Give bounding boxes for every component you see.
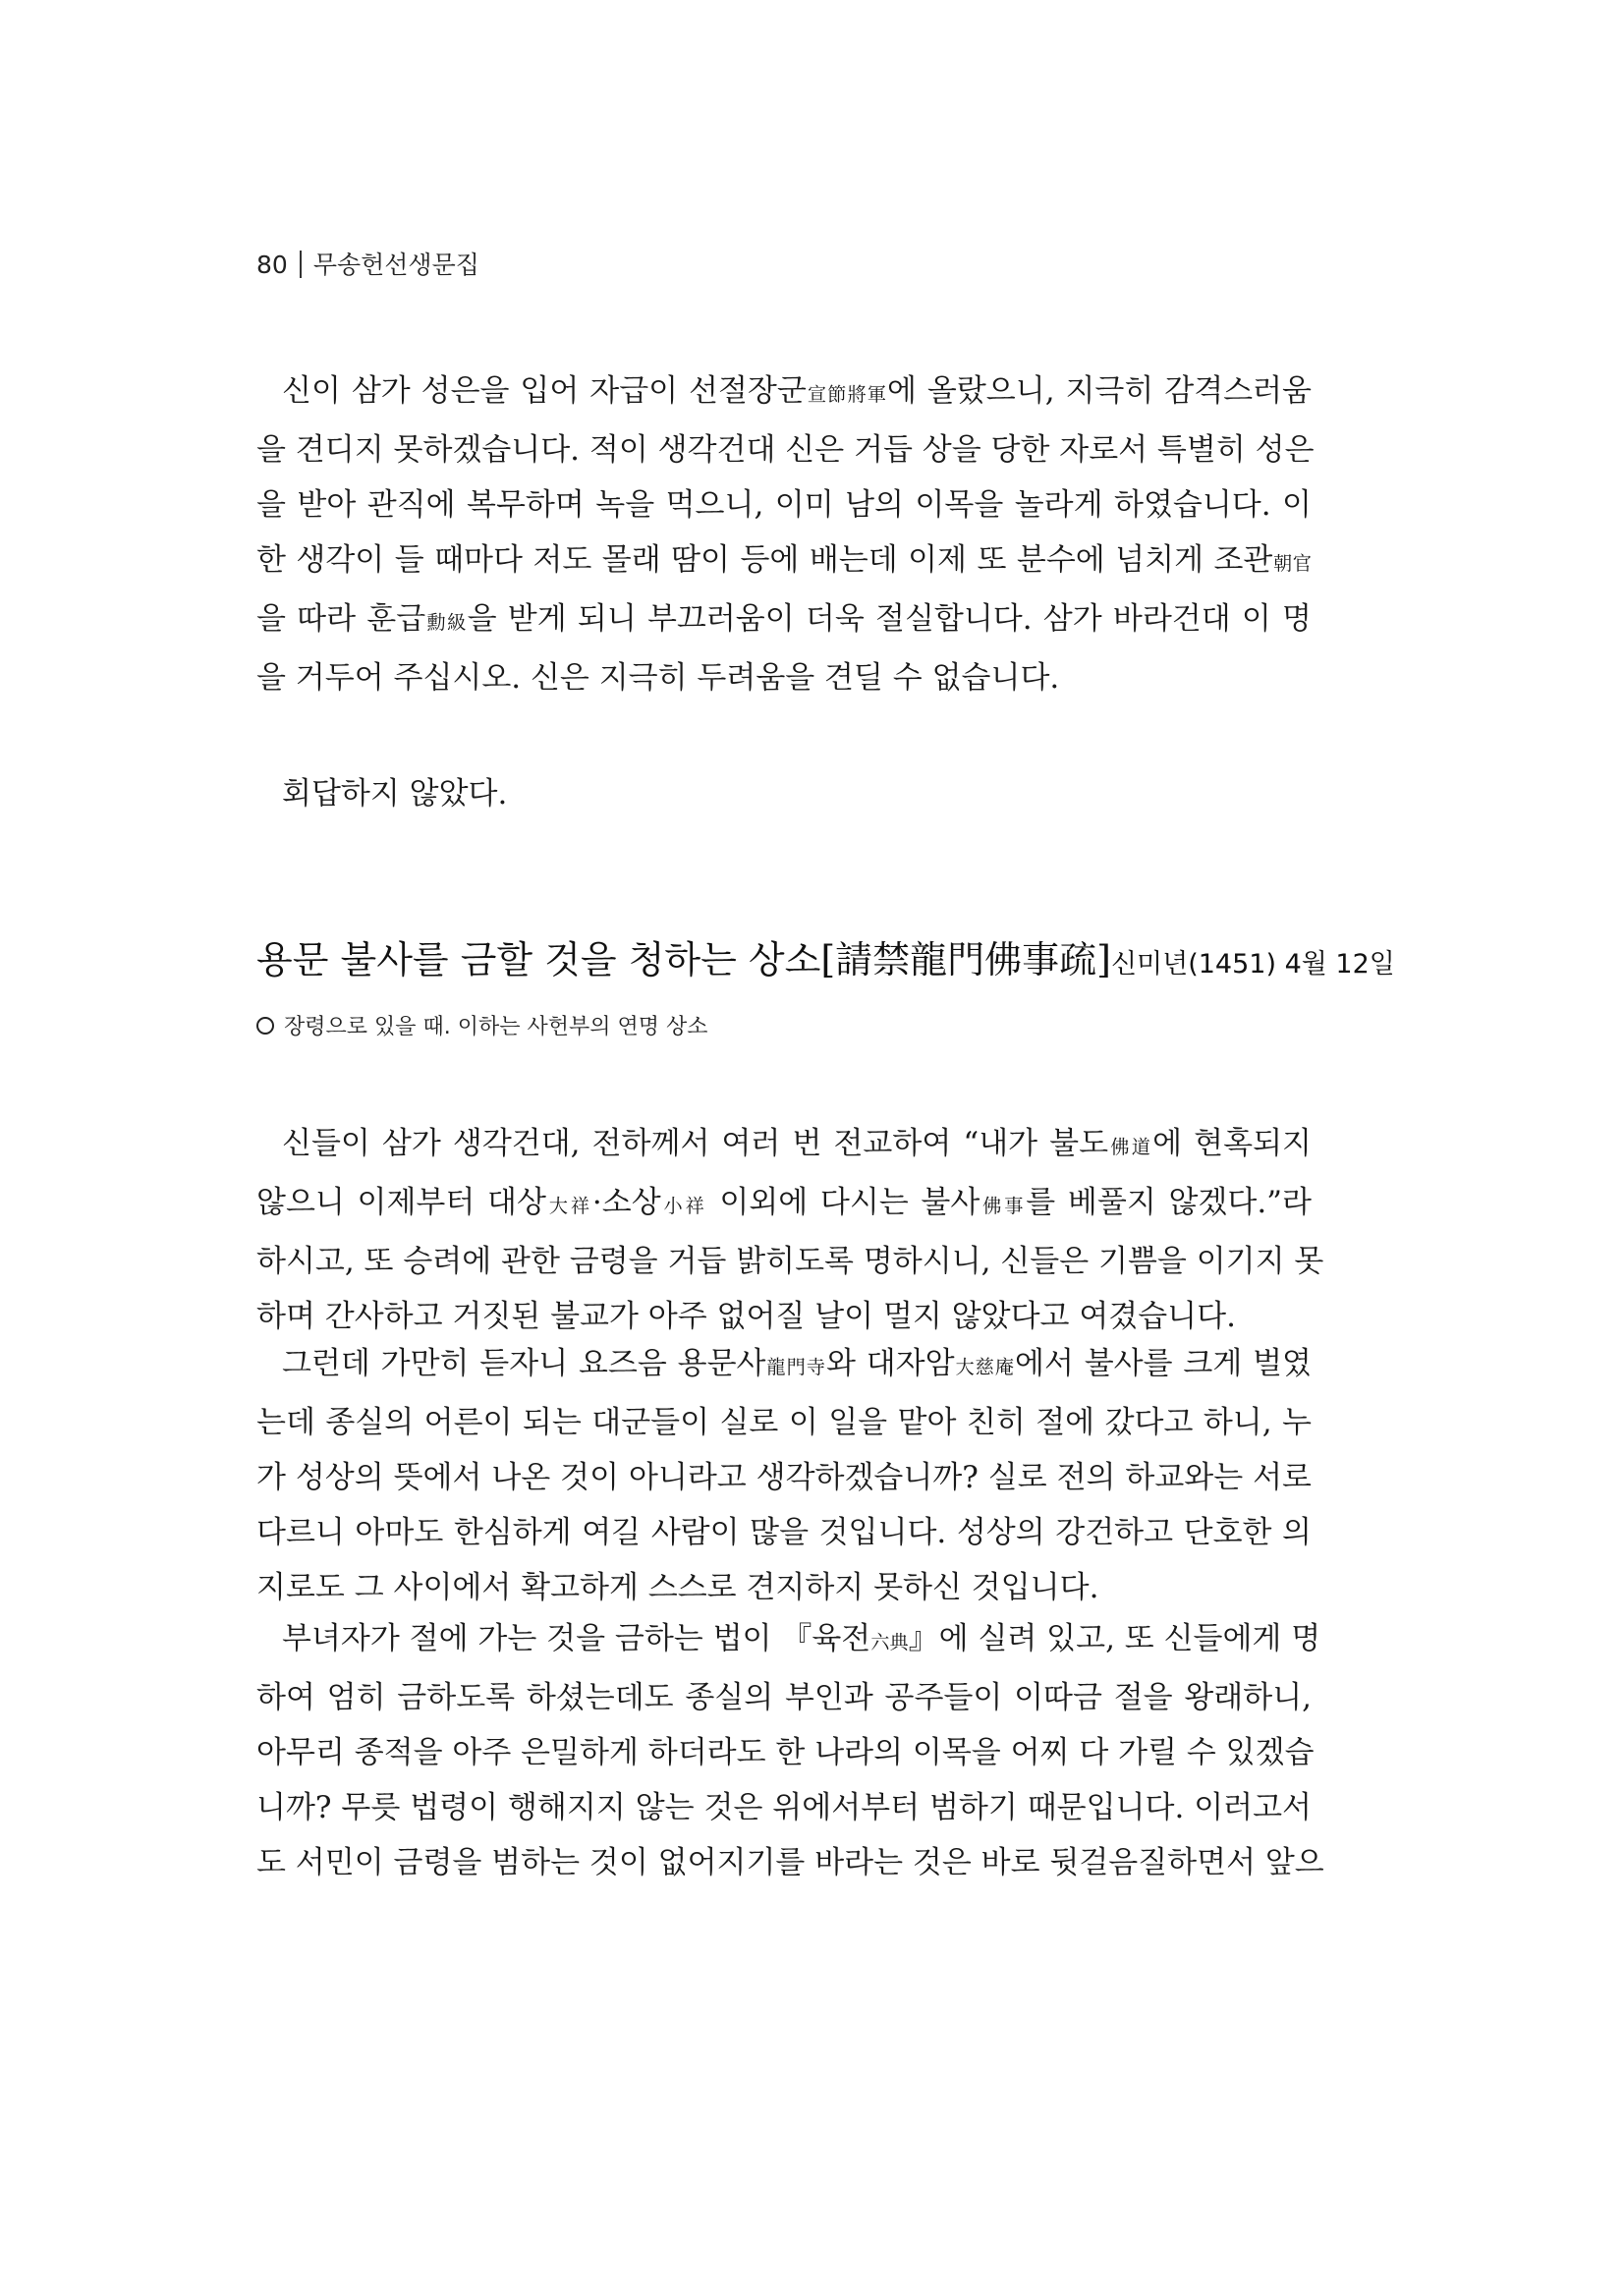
text-line: 아무리 종적을 아주 은밀하게 하더라도 한 나라의 이목을 어찌 다 가릴 수 있겠습 xyxy=(256,1735,1315,1770)
header-divider xyxy=(300,251,302,278)
text-line: 하여 엄히 금하도록 하셨는데도 종실의 부인과 공주들이 이따금 절을 왕래하니, xyxy=(256,1680,1312,1715)
paragraph-1 xyxy=(256,364,1315,705)
circle-bullet-icon xyxy=(256,1017,274,1035)
text-line: 그런데 가만히 듣자니 요즈음 용문사龍門寺와 대자암大慈庵에서 불사를 크게 벌였 xyxy=(282,1346,1312,1381)
text-line: 부녀자가 절에 가는 것을 금하는 법이 『육전六典』에 실려 있고, 또 신들에게 명 xyxy=(282,1621,1321,1656)
reply-paragraph xyxy=(256,766,1312,821)
text-line: 을 따라 훈급勳級을 받게 되니 부끄러움이 더욱 절실합니다. 삼가 바라건대 이 명 xyxy=(256,601,1312,637)
text-line: 을 견디지 못하겠습니다. 적이 생각건대 신은 거듭 상을 당한 자로서 특별히 성은 xyxy=(256,432,1315,468)
text-line: 을 받아 관직에 복무하며 녹을 먹으니, 이미 남의 이목을 놀라게 하였습니다. 이 xyxy=(256,487,1312,523)
paragraph-2 xyxy=(256,1116,1324,1344)
text-line: 도 서민이 금령을 범하는 것이 없어지기를 바라는 것은 바로 뒷걸음질하면서 앞으 xyxy=(256,1845,1324,1880)
text-line: 는데 종실의 어른이 되는 대군들이 실로 이 일을 맡아 친히 절에 갔다고 하니, 누 xyxy=(256,1405,1312,1440)
reply-text: 회답하지 않았다. xyxy=(282,776,508,812)
text-line: 않으니 이제부터 대상大祥·소상小祥 이외에 다시는 불사佛事를 베풀지 않겠다.”라 xyxy=(256,1185,1312,1220)
text-line: 니까? 무릇 법령이 행해지지 않는 것은 위에서부터 범하기 때문입니다. 이러고서 xyxy=(256,1790,1312,1825)
text-line: 신이 삼가 성은을 입어 자급이 선절장군宣節將軍에 올랐으니, 지극히 감격스러움 xyxy=(282,373,1312,409)
running-header xyxy=(256,246,479,281)
text-line: 하며 간사하고 거짓된 불교가 아주 없어질 날이 멀지 않았다고 여겼습니다. xyxy=(256,1299,1236,1334)
text-line: 가 성상의 뜻에서 나온 것이 아니라고 생각하겠습니까? 실로 전의 하교와는 서로 xyxy=(256,1460,1312,1495)
text-line: 다르니 아마도 한심하게 여길 사람이 많을 것입니다. 성상의 강건하고 단호한 의 xyxy=(256,1515,1312,1550)
book-title: 무송헌선생문집 xyxy=(312,251,479,279)
section-date: 신미년(1451) 4월 12일 xyxy=(1110,949,1395,980)
text-line: 하시고, 또 승려에 관한 금령을 거듭 밝히도록 명하시니, 신들은 기쁨을 이기지 못 xyxy=(256,1244,1324,1279)
text-line: 을 거두어 주십시오. 신은 지극히 두려움을 견딜 수 없습니다. xyxy=(256,660,1060,696)
page-number: 80 xyxy=(256,251,288,279)
text-line: 한 생각이 들 때마다 저도 몰래 땀이 등에 배는데 이제 또 분수에 넘치게 조관朝官 xyxy=(256,542,1312,578)
paragraph-3 xyxy=(256,1336,1312,1615)
text-line: 신들이 삼가 생각건대, 전하께서 여러 번 전교하여 “내가 불도佛道에 현혹되지 xyxy=(282,1126,1312,1161)
section-title-korean: 용문 불사를 금할 것을 청하는 상소 xyxy=(256,938,821,981)
section-note: 장령으로 있을 때. 이하는 사헌부의 연명 상소 xyxy=(256,1010,708,1040)
paragraph-4 xyxy=(256,1611,1324,1890)
text-line: 지로도 그 사이에서 확고하게 스스로 견지하지 못하신 것입니다. xyxy=(256,1570,1099,1605)
section-title xyxy=(256,935,1395,989)
section-title-hanja: [請禁龍門佛事疏] xyxy=(820,938,1111,981)
